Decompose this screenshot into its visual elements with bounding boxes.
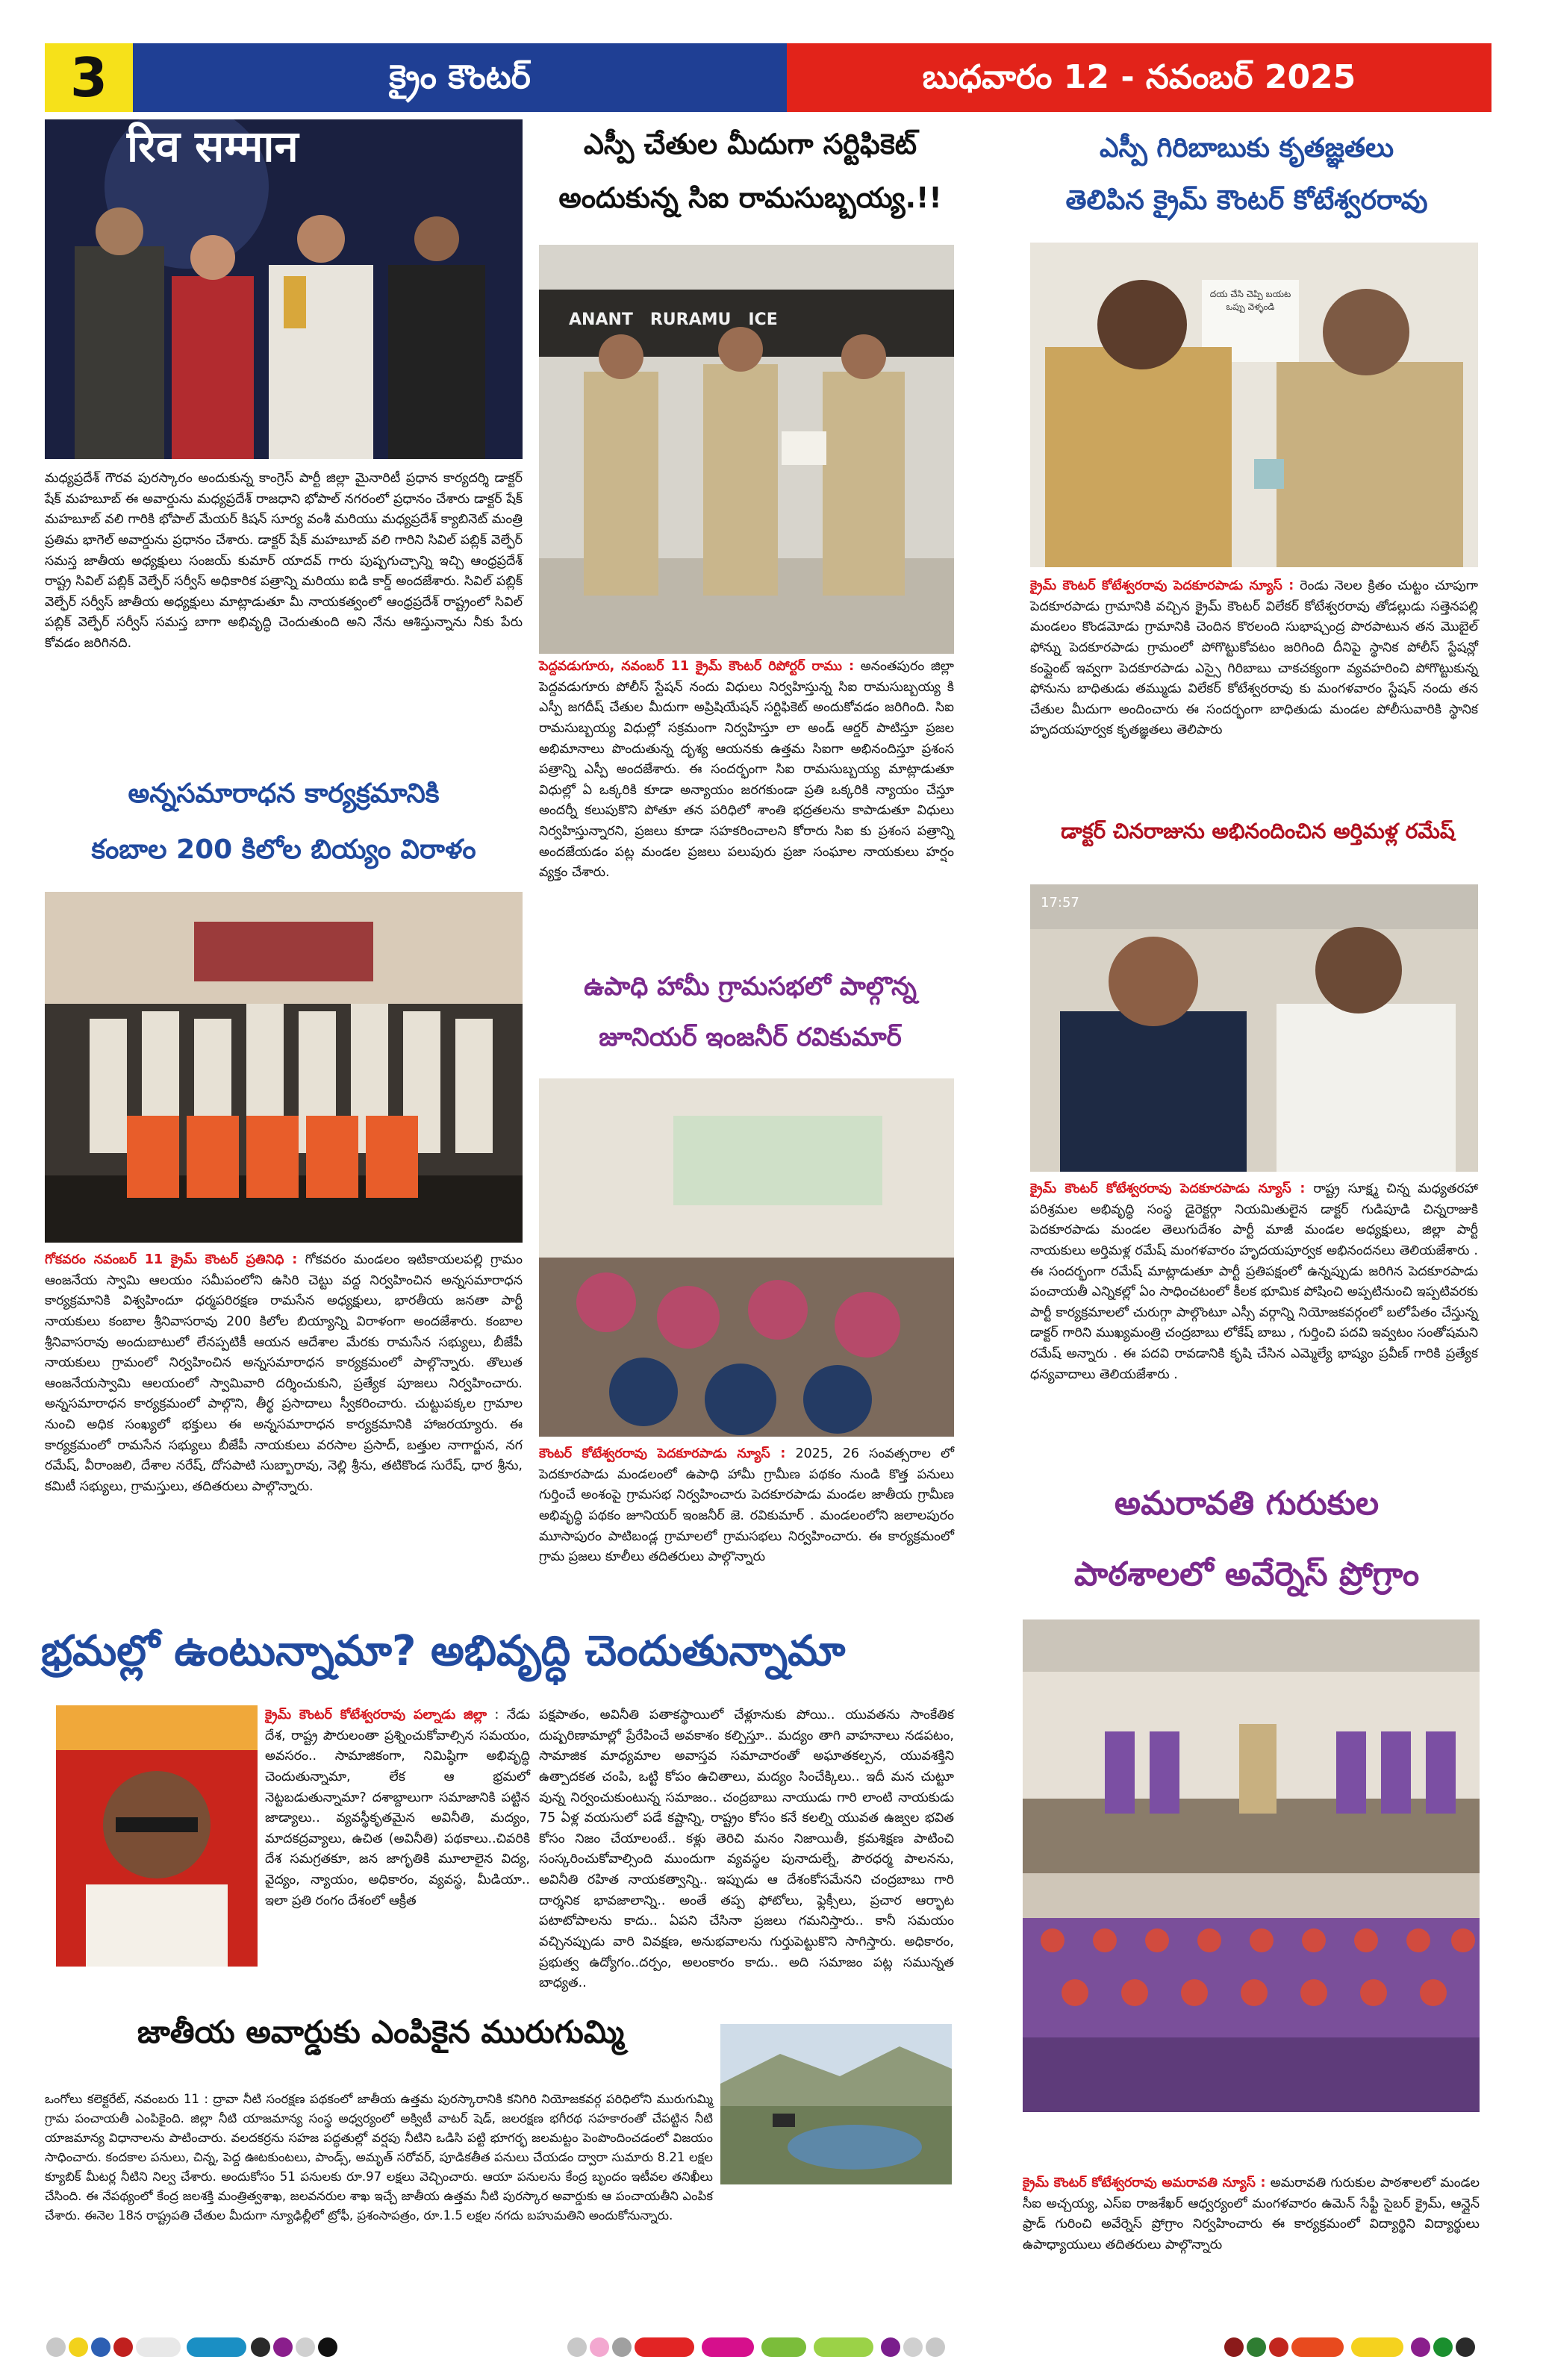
upadhi-text: 2025, 26 సంవత్సరాల లో పెదకూరపాడు మండలంలో ఉపాధి హామీ గ్రామీణ పథకం నుండి కొత్త పనులు గుర్తించే అంశంపై గ్రామసభ నిర్వహించారు పెదకూరపాడు మండల జాతీయ గ్రామీణ అభివృద్ధి పథకం జూనియర్ ఇంజనీర్ జె. రవికుమార్ . మండలంలోని జలాలపురం మూసాపురం పాటిబండ్ల గ్రామాలలో గ్రామసభలు నిర్వహించారు. ఈ కార్యక్రమంలో గ్రామ ప్రజలు కూలీలు తదితరులు పాల్గొన్నారు bbox=[539, 1446, 954, 1565]
photo-banner-text: रिव सम्मान bbox=[127, 121, 299, 172]
sp-certificate-headline-2: అందుకున్న సిఐ రామసుబ్బయ్య.!! bbox=[558, 181, 942, 214]
sp-certificate-lead: పెద్దవడుగూరు, నవంబర్ 11 క్రైమ్ కౌంటర్ రిపోర్టర్ రాము : bbox=[539, 659, 855, 674]
rice-lead: గోకవరం నవంబర్ 11 క్రైమ్ కౌంటర్ ప్రతినిధి : bbox=[45, 1252, 298, 1267]
upadhi-lead: కౌంటర్ కోటేశ్వరరావు పెదకూరపాడు న్యూస్ : bbox=[539, 1446, 786, 1461]
gurukula-headline-1: అమరావతి గురుకుల bbox=[1114, 1484, 1380, 1522]
murugummi-headline: జాతీయ అవార్డుకు ఎంపికైన మురుగుమ్మి bbox=[137, 2014, 625, 2050]
award-ceremony-photo bbox=[45, 119, 523, 459]
rice-donation-photo bbox=[45, 892, 523, 1243]
gurukula-body bbox=[1023, 2173, 1480, 2256]
gurukula-photo-2 bbox=[1023, 1873, 1480, 2112]
bhramallo-text-left: : నేడు దేశ, రాష్ట్ర పౌరులంతా ప్రశ్నించుకోవాల్సిన సమయం, అవసరం.. సామాజికంగా, నిమిష్ఠిగా అభివృద్ధి చెందుతున్నామా, లేక ఆ భ్రమలో నెట్టబడుతున్నామా? దశాబ్దాలుగా సమాజానికి పట్టిన జాడ్యాలు.. వ్యవస్థీకృతమైన అవినీతి, మద్యం, మాదకద్రవ్యాలు, ఉచిత (అవినీతి) పథకాలు..చివరికి దేశ సమగ్రతకూ, జన జాగృతికి మూలాలైన విద్య, వైద్యం, న్యాయం, అధికారం, వ్యవస్థ, మీడియా.. ఇలా ప్రతి రంగం దేశంలో ఆక్రీత bbox=[265, 1708, 530, 1908]
photo-notice-text: దయ చేసి చెప్పి బయట ఒప్పు వెళ్ళండి bbox=[1209, 289, 1291, 312]
sp-certificate-headline-1: ఎస్పీ చేతుల మీదుగా సర్టిఫికెట్ bbox=[583, 128, 917, 160]
sp-thanks-headline-2: తెలిపిన క్రైమ్ కౌంటర్ కోటేశ్వరరావు bbox=[1065, 185, 1428, 216]
sp-thanks-headline-1: ఎస్పీ గిరిబాబుకు కృతజ్ఞతలు bbox=[1099, 133, 1394, 163]
sp-certificate-photo bbox=[539, 245, 954, 654]
rice-text: గోకవరం మండలం ఇటికాయలపల్లి గ్రామం ఆంజనేయ స్వామి ఆలయం సమీపంలోని ఉసిరి చెట్టు వద్ద నిర్వహించిన అన్నసమారాధన కార్యక్రమానికి విశ్వహిందూ ధర్మపరిరక్షణ రామసేన అధ్యక్షులు, భారతీయ జనతా పార్టీ నాయకులు కంబాల శ్రీనివాసరావు 200 కిలోల బియ్యాన్ని విరాళంగా అందజేశారు. కంబాల శ్రీనివాసరావు అందుబాటులో లేనప్పటికీ ఆయన ఆదేశాల మేరకు రామసేన సభ్యులు, బీజేపీ నాయకులు గ్రామంలో నిర్వహించిన అన్నసమారాధన కార్యక్రమంలో పాల్గొన్నారు. తొలుత ఆంజనేయస్వామి ఆలయంలో స్వామివారి దర్శించుకుని, ప్రత్యేక పూజలు నిర్వహించారు. అన్నసమారాధన కార్యక్రమంలో పాల్గొని, తీర్థ ప్రసాదాలు స్వీకరించారు. చుట్టుపక్కల గ్రామాల నుంచి అధిక సంఖ్యలో భక్తులు ఈ అన్నసమారాధన కార్యక్రమానికి హాజరయ్యారు. ఈ కార్యక్రమంలో రామసేన సభ్యులు బీజేపీ నాయకులు వరసాల ప్రసాద్, బత్తుల నాగార్జున, నగ రమేష్, వీరాంజలి, దేశాల నరేష్, దోసపాటి సుబ్బారావు, నెల్లి శ్రీను, తటికొండ సురేష్, ధార శ్రీను, కమిటీ సభ్యులు, గ్రామస్తులు, తదితరులు పాల్గొన్నారు. bbox=[45, 1252, 523, 1495]
sp-certificate-body bbox=[539, 657, 954, 884]
bhramallo-body-right: పక్షపాతం, అవినీతి పతాకస్థాయిలో చేళ్లూనుకు పోయి.. యువతను సాంకేతిక దుష్పరిణామాల్లో ప్రేరేపించే అవకాశం కల్పిస్తూ.. మద్యం తాగి వాహనాలు నడపటం, సామాజిక మాధ్యమాల అవాస్తవ సమాచారంతో అఘాతకల్పన, యువశక్తిని ఉత్పాదకత చంపి, ఒట్టి కోపం ఉచితాలు, మద్యం సించేక్కిలు.. ఇదీ మన చుట్టూ వున్న నిర్వంచుకుంటున్న సమాజం.. చంద్రబాబు నాయుడు గారి లాంటి నాయకుడు 75 ఏళ్ల వయసులో పడే కష్టాన్ని, రాష్ట్రం కోసం కనే కలల్ని యువత ఉజ్వల భవిత కోసం నిజం చేయాలంటే.. కళ్లు తెరిచి మనం నిజాయితీ, క్రమశిక్షణ పాటించి సంస్కరించుకోవాల్సింది ముందుగా వ్యవస్థల పునాదుల్నే, పౌరధర్మ పాలనను, అవినీతి రహిత నాయకత్వాన్ని.. ఇప్పుడు ఆ దేశంకోసమేనని చంద్రబాబు గారి దార్శనిక భావజాలాన్ని.. అంతే తప్ప ఫోటోలు, ఫ్లెక్సీలు, ప్రచార ఆర్భాట పటాటోపాలను కాదు.. ఏపని చేసినా ప్రజలు గమనిస్తారు.. కానీ సమయం వచ్చినప్పుడు వారి వివక్షణ, అనుభవాలను గుర్తుపెట్టుకొని సాగిస్తారు. అధికారం, ప్రభుత్వ ఉద్యోగం..దర్పం, అలంకారం కాదు.. అది సమాజం పట్ల సమున్నత బాధ్యత.. bbox=[539, 1708, 954, 1991]
sp-thanks-body bbox=[1030, 576, 1478, 741]
rice-article-body bbox=[45, 1250, 523, 1498]
bhramallo-lead: క్రైమ్ కౌంటర్ కోటేశ్వరరావు పల్నాడు జిల్లా bbox=[265, 1708, 487, 1722]
sp-thanks-photo bbox=[1030, 243, 1478, 567]
rice-headline-2: కంబాల 200 కిలోల బియ్యం విరాళం bbox=[91, 834, 476, 865]
sp-thanks-lead: క్రైమ్ కౌంటర్ కోటేశ్వరరావు పెదకూరపాడు న్యూస్ : bbox=[1030, 578, 1294, 593]
doctor-body bbox=[1030, 1179, 1478, 1385]
paper-name: క్రైం కౌంటర్ bbox=[133, 43, 787, 112]
gurukula-lead: క్రైమ్ కౌంటర్ కోటేశ్వరరావు అమరావతి న్యూస్ : bbox=[1023, 2176, 1266, 2190]
bhramallo-headline: భ్రమల్లో ఉంటున్నామా? అభివృద్ధి చెందుతున్నామా bbox=[41, 1627, 846, 1675]
sp-thanks-text: రెండు నెలల క్రితం చుట్టం చూపుగా పెదకూరపాడు గ్రామానికి వచ్చిన క్రైమ్ కౌంటర్ విలేకర్ కోటేశ్వరరావు తోడల్లుడు సత్తెనపల్లి మండలం కొండమోడు గ్రామానికి చెందిన కొరలంది సుభాష్చంద్ర పొరపాటున తన మొబైల్ ఫోన్ను పెదకూరపాడు గ్రామంలో పోగొట్టుకోవటం జరిగింది దీనిపై స్థానిక పోలీస్ స్టేషన్లో కంప్లైంట్ ఇవ్వగా పెదకూరపాడు ఎస్సై గిరిబాబు చాకచక్యంగా వ్యవహరించి పోగొట్టుకున్న ఫోనును బాధితుడు తమ్ముడు విలేకర్ కోటేశ్వరరావు కు మంగళవారం స్టేషన్ నందు తన చేతుల మీదుగా అందించారు ఈ సందర్భంగా బాధితుడు మండల పోలీసువారికి స్థానిక హృదయపూర్వక కృతజ్ఞతలు తెలిపారు bbox=[1030, 578, 1478, 738]
bhramallo-body-left bbox=[265, 1705, 530, 1911]
rice-headline-1: అన్నసమారాధన కార్యక్రమానికి bbox=[128, 778, 440, 809]
upadhi-headline-2: జూనియర్ ఇంజనీర్ రవికుమార్ bbox=[599, 1022, 902, 1052]
gurukula-headline-2: పాఠశాలలో అవేర్నెస్ ప్రోగ్రాం bbox=[1073, 1555, 1420, 1593]
doctor-sweets-photo bbox=[1030, 884, 1478, 1172]
photo-station-sign: ANANT RURAMU ICE bbox=[569, 310, 778, 329]
water-conservation-photo bbox=[720, 2024, 952, 2184]
gurukula-text: అమరావతి గురుకుల పాఠశాలలో మండల సీఐ అచ్చయ్య, ఎస్ఐ రాజశేఖర్ ఆధ్వర్యంలో మంగళవారం ఉమెన్ సేఫ్టీ సైబర్ క్రైమ్, ఆన్లైన్ ఫ్రాడ్ గురించి అవేర్నెస్ ప్రోగ్రాం నిర్వహించారు ఈ కార్యక్రమంలో విద్యార్థిని విద్యార్థులు ఉపాధ్యాయులు తదితరులు పాల్గొన్నారు bbox=[1023, 2176, 1480, 2252]
murugummi-lead: ఒంగోలు కలెక్టరేట్, నవంబరు 11 : bbox=[45, 2092, 208, 2106]
page-number: 3 bbox=[45, 43, 133, 112]
doctor-text: రాష్ట్ర సూక్ష్మ చిన్న మధ్యతరహా పరిశ్రమల అభివృద్ధి సంస్థ డైరెక్టర్గా నియమితులైన డాక్టర్ గుడిపూడి చిన్నరాజుకి పెదకూరపాడు మండల తెలుగుదేశం పార్టీ మాజీ మండల అధ్యక్షులు, జిల్లా పార్టీ నాయకులు అర్తిమళ్ల రమేష్ మంగళవారం హృదయపూర్వక అభినందనలు తెలియజేశారు . ఈ సందర్భంగా రమేష్ మాట్లాడుతూ పార్టీ ప్రతిపక్షంలో ఉన్నప్పుడు జరిగిన పెదకూరపాడు పంచాయతీ ఎన్నికల్లో ఏం సాధించటంలో కీలక భూమిక పోషించి అప్పటినుంచి ఇప్పటివరకు పార్టీ కార్యక్రమాలలో చురుగ్గా పాల్గొంటూ ఎస్సీ వర్గాన్ని నియోజకవర్గంలో బలోపేతం చేస్తున్న డాక్టర్ గారిని ముఖ్యమంత్రి చంద్రబాబు లోకేష్ బాబు , గుర్తించి పదవి ఇవ్వటం సంతోషమని రమేష్ అన్నారు . ఈ పదవి రావడానికి కృషి చేసిన ఎమ్మెల్యే భాష్యం ప్రవీణ్ గారికి ప్రత్యేక ధన్యవాదాలు తెలియజేశారు . bbox=[1030, 1181, 1478, 1382]
upadhi-body bbox=[539, 1444, 954, 1568]
upadhi-gramasabha-photo bbox=[539, 1078, 954, 1437]
award-article-body: మధ్యప్రదేశ్ గౌరవ పురస్కారం అందుకున్న కాంగ్రెస్ పార్టీ జిల్లా మైనారిటీ ప్రధాన కార్యదర్శి డాక్టర్ షేక్ మహబూబ్ ఈ అవార్డును మధ్యప్రదేశ్ రాజధాని భోపాల్ నగరంలో ప్రధానం చేశారు డాక్టర్ షేక్ మహబూబ్ వలి గారికి భోపాల్ మేయర్ కిషన్ సూర్య వంశీ మరియు మధ్యప్రదేశ్ క్యాబినెట్ మంత్రి ప్రతిమ భాగెల్ అవార్డును ప్రధానం చేశారు. డాక్టర్ షేక్ మహబూబ్ వలి గారిని సివిల్ పబ్లిక్ వెల్ఫేర్ సమస్త జాతీయ అధ్యక్షులు సంజయ్ కుమార్ యాదవ్ గారు పుష్పగుచ్చాన్ని ఇచ్చి ఆంధ్రప్రదేశ్ రాష్ట్ర సివిల్ పబ్లిక్ వెల్ఫేర్ సర్వీస్ అధికారిక పత్రాన్ని మరియు ఐడి కార్డ్ అందజేశారు. సివిల్ పబ్లిక్ వెల్ఫేర్ సర్వీస్ జాతీయ అధ్యక్షులు మాట్లాడుతూ మీ నాయకత్వంలో ఆంధ్రప్రదేశ్ రాష్ట్రంలో సివిల్ పబ్లిక్ వెల్ఫేర్ సర్వీస్ సమస్త బాగా అభివృద్ధి చెందుతుంది అని నేను ఆశిస్తున్నాను నీకు పేరు కోవడం జరిగినది. bbox=[45, 471, 523, 652]
photo-timestamp: 17:57 bbox=[1041, 895, 1079, 911]
upadhi-headline-1: ఉపాధి హామీ గ్రామసభలో పాల్గొన్న bbox=[584, 972, 917, 1002]
sp-certificate-text: అనంతపురం జిల్లా పెద్దవడుగూరు పోలీస్ స్టేషన్ నందు విధులు నిర్వహిస్తున్న సిఐ రామసుబ్బయ్య కి ఎస్పీ జగదీష్ చేతుల మీదుగా అప్రిషియేషన్ సర్టిఫికెట్ అందుకోవడం జరిగింది. సిఐ రామసుబ్బయ్య విధుల్లో సక్రమంగా నిర్వహిస్తూ లా అండ్ ఆర్డర్ పాటిస్తూ ప్రజల అభిమానాలు పొందుతున్న దృశ్య ఆయనకు ఉత్తమ సిఐగా అభినందిస్తూ ప్రశంస పత్రాన్ని ఎస్పీ అందజేశారు. ఈ సందర్భంగా సిఐ రామసుబ్బయ్య మాట్లాడుతూ విధుల్లో ఏ ఒక్కరికి కూడా అన్యాయం జరగకుండా ప్రతి ఒక్కరికి న్యాయం చేస్తూ అందర్నీ కలుపుకొని పోతూ తన పరిధిలో శాంతి భద్రతలను కాపాడుతూ విధులు నిర్వహిస్తున్నారని, ప్రజలు కూడా సహకరించాలని కోరారు సిఐ కు ప్రశంస పత్రాన్ని అందజేయడం పట్ల మండల ప్రజలు పలుపురు ప్రజా సంఘాల నాయకులు హర్షం వ్యక్తం చేశారు. bbox=[539, 659, 954, 881]
murugummi-body bbox=[45, 2090, 713, 2226]
gurukula-photo-1 bbox=[1023, 1620, 1480, 1873]
issue-date: బుధవారం 12 - నవంబర్ 2025 bbox=[787, 43, 1491, 112]
doctor-headline: డాక్టర్ చినరాజును అభినందించిన అర్తిమళ్ల రమేష్ bbox=[1061, 819, 1455, 843]
doctor-lead: క్రైమ్ కౌంటర్ కోటేశ్వరరావు పెదకూరపాడు న్యూస్ : bbox=[1030, 1181, 1306, 1196]
murugummi-text: ద్రావా నీటి సంరక్షణ పథకంలో జాతీయ ఉత్తమ పురస్కారానికి కనిగిరి నియోజకవర్గ పరిధిలోని మురుగుమ్మి గ్రామ పంచాయతీ ఎంపికైంది. జిల్లా నీటి యాజమాన్య సంస్థ అధ్వర్యంలో అక్విటీ వాటర్ షెడ్, జలరక్షణ భగీరథ సహకారంతో చేపట్టిన నీటి యాజమాన్య విధానాలను పాటించారు. వలదకర్రను సహజ పద్ధతుల్లో వర్షపు నీటిని ఒడిసి పట్టి భూగర్భ జలమట్టం పెంపొందించడంలో విజయం సాధించారు. కందకాల పనులు, చిన్న, పెద్ద ఊటకుంటలు, పాండ్స్, అమృత్ సరోవర్, పూడికతీత పనులు చేయడం ద్వారా సుమారు 8.21 లక్షల క్యూబిక్ మీటర్ల నీటిని నిల్వ చేశారు. అందుకోసం 51 పనులకు రూ.97 లక్షలు వెచ్చించారు. ఆయా పనులను కేంద్ర బృందం ఇటీవల తనిఖీలు చేసింది. ఈ నేపథ్యంలో కేంద్ర జలశక్తి మంత్రిత్వశాఖ, జలవనరుల శాఖ ఇచ్చే జాతీయ ఉత్తమ నీటి పురస్కార అవార్డుకు ఆ పంచాయతీని ఎంపిక చేశారు. ఈనెల 18న రాష్ట్రపతి చేతుల మీదుగా న్యూఢిల్లీలో ట్రోఫీ, ప్రశంసాపత్రం, రూ.1.5 లక్షల నగదు బహుమతిని అందుకోనున్నారు. bbox=[45, 2092, 714, 2223]
author-portrait bbox=[56, 1705, 258, 1967]
